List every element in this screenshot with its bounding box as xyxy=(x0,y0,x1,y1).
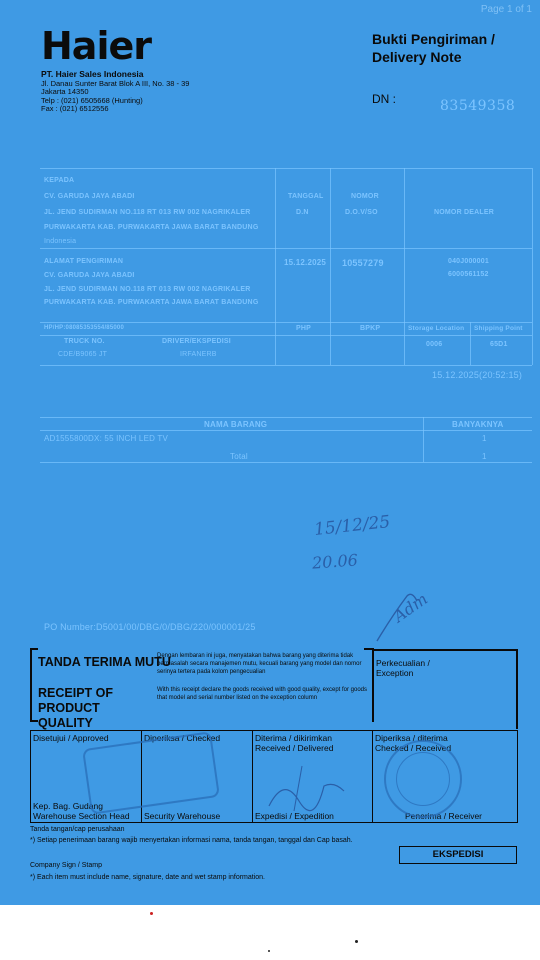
driver-value: IRFANERB xyxy=(180,351,217,358)
receiver-checked-label: Diperiksa / diterima Checked / Received xyxy=(375,733,452,753)
php-label: PHP xyxy=(296,325,311,332)
storage-value: 0006 xyxy=(426,341,443,348)
nomor-sub: D.O.V/SO xyxy=(345,209,378,216)
nama-barang-header: NAMA BARANG xyxy=(204,420,268,429)
grid-line xyxy=(40,322,532,323)
truck-no-label: TRUCK NO. xyxy=(64,338,105,345)
bpkp-label: BPKP xyxy=(360,325,381,332)
note-1: *) Setiap penerimaan barang wajib menyertakan informasi nama, tanda tangan, tanggal dan Cap basah. xyxy=(30,837,353,844)
handwritten-date: 15/12/25 xyxy=(313,512,392,540)
dealer-label: NOMOR DEALER xyxy=(434,209,494,216)
tanggal-value: 15.12.2025 xyxy=(284,258,327,267)
tanda-terima-desc: Dengan lembaran ini juga, menyatakan bahwa barang yang diterima tidak bermasalah secara manajemen mutu, kecuali barang yang model dan nomor serinya tertera pada kolom pengecualian xyxy=(157,653,362,675)
company-sign-note: Company Sign / Stamp xyxy=(30,862,102,869)
title-line-2: Delivery Note xyxy=(372,49,462,65)
grid-line xyxy=(330,168,331,365)
total-qty: 1 xyxy=(482,452,487,461)
item-name: AD1555800DX: 55 INCH LED TV xyxy=(44,434,168,443)
company-fax: Fax : (021) 6512556 xyxy=(41,104,109,114)
exception-right-line xyxy=(516,649,518,729)
company-block xyxy=(41,70,189,114)
handwritten-signature: Adm xyxy=(389,589,432,626)
handwritten-time: 20.06 xyxy=(311,550,359,573)
tanda-tangan-note: Tanda tangan/cap perusahaan xyxy=(30,826,125,833)
grid-line xyxy=(40,365,532,366)
speck xyxy=(150,912,153,915)
grid-line xyxy=(275,168,276,365)
truck-no-value: CDE/B9065 JT xyxy=(58,351,108,358)
bracket-right xyxy=(372,648,374,722)
ship-name: CV. GARUDA JAYA ABADI xyxy=(44,272,135,279)
shipping-point-label: Shipping Point xyxy=(474,325,523,332)
dealer-value-1: 040J000001 xyxy=(448,258,489,265)
consignee-address-1: JL. JEND SUDIRMAN NO.118 RT 013 RW 002 NAGRIKALER xyxy=(44,209,251,216)
receiver-label: Penerima / Receiver xyxy=(405,811,483,821)
security-warehouse: Security Warehouse xyxy=(144,811,221,821)
sig-grid-top xyxy=(30,730,518,731)
sig-grid-v xyxy=(30,730,31,822)
approved-label: Disetujui / Approved xyxy=(33,733,109,743)
printed-timestamp: 15.12.2025(20:52:15) xyxy=(432,370,523,380)
grid-line xyxy=(40,335,532,336)
grid-line xyxy=(532,168,533,365)
grid-line xyxy=(404,168,405,365)
total-label: Total xyxy=(230,452,248,461)
signature-stroke xyxy=(372,586,432,646)
bracket-top xyxy=(30,648,38,650)
consignee-address-2: PURWAKARTA KAB. PURWAKARTA JAWA BARAT BANDUNG xyxy=(44,224,259,231)
sig-grid-bottom xyxy=(30,822,518,823)
company-name: PT. Haier Sales Indonesia xyxy=(41,69,144,79)
receipt-quality-desc: With this receipt declare the goods received with good quality, except for goods that model and serial number listed on the exception column xyxy=(157,687,368,701)
page-number: Page 1 of 1 xyxy=(480,4,532,15)
expedition-label: Expedisi / Expedition xyxy=(255,811,334,821)
checked-label: Diperiksa / Checked xyxy=(144,733,221,743)
grid-line xyxy=(40,462,532,463)
consignee-phone: HP/HP:08085353554/85000 xyxy=(44,325,124,331)
document-title xyxy=(372,30,495,66)
warehouse-section-head: Warehouse Section Head xyxy=(33,811,130,821)
grid-line xyxy=(423,417,424,462)
item-qty: 1 xyxy=(482,434,487,443)
speck xyxy=(268,950,270,952)
tanggal-sub: D.N xyxy=(296,209,309,216)
receiver-stamp-inner xyxy=(396,752,450,806)
bracket-right-top xyxy=(364,648,374,650)
po-number: PO Number:D5001/00/DBG/0/DBG/220/000001/25 xyxy=(44,622,256,632)
received-label: Diterima / dikirimkan Received / Delivered xyxy=(255,733,334,753)
tanda-terima-title: TANDA TERIMA MUTU xyxy=(38,655,171,669)
shipping-value: 65D1 xyxy=(490,341,508,348)
consignee-name: CV. GARUDA JAYA ABADI xyxy=(44,193,135,200)
driver-label: DRIVER/EKSPEDISI xyxy=(162,338,231,345)
grid-line xyxy=(470,322,471,365)
nomor-label: NOMOR xyxy=(351,193,379,200)
expedition-signature-scribble xyxy=(264,756,354,816)
bracket-left xyxy=(30,648,32,722)
title-line-1: Bukti Pengiriman / xyxy=(372,31,495,47)
receipt-quality-title: RECEIPT OF PRODUCT QUALITY xyxy=(38,686,114,730)
grid-line xyxy=(40,168,532,169)
sig-grid-v xyxy=(252,730,253,822)
ekspedisi-box: EKSPEDISI xyxy=(399,846,517,864)
company-address-2: Jakarta 14350 xyxy=(41,87,89,97)
storage-location-label: Storage Location xyxy=(408,325,465,332)
dealer-value-2: 6000561152 xyxy=(448,271,489,278)
banyaknya-header: BANYAKNYA xyxy=(452,420,504,429)
sig-grid-v xyxy=(372,730,373,822)
note-2: *) Each item must include name, signature, date and wet stamp information. xyxy=(30,874,266,881)
nomor-value: 10557279 xyxy=(342,258,384,268)
kepada-label: KEPADA xyxy=(44,177,75,184)
grid-line xyxy=(40,430,532,431)
company-stamp xyxy=(82,731,220,814)
alamat-label: ALAMAT PENGIRIMAN xyxy=(44,258,124,265)
company-address-1: Jl. Danau Sunter Barat Blok A III, No. 38 - 39 xyxy=(41,78,190,88)
company-telp: Telp : (021) 6505668 (Hunting) xyxy=(41,95,143,105)
grid-line xyxy=(40,417,532,418)
tanggal-label: TANGGAL xyxy=(288,193,324,200)
kep-bag-gudang: Kep. Bag. Gudang xyxy=(33,801,103,811)
ship-address-1: JL. JEND SUDIRMAN NO.118 RT 013 RW 002 NAGRIKALER xyxy=(44,286,251,293)
exception-top-line xyxy=(374,649,518,651)
bracket-bottom xyxy=(30,720,38,722)
consignee-country: Indonesia xyxy=(44,238,77,245)
ship-address-2: PURWAKARTA KAB. PURWAKARTA JAWA BARAT BANDUNG xyxy=(44,299,259,306)
dn-number: 83549358 xyxy=(440,98,516,114)
sig-grid-v xyxy=(517,730,518,822)
speck xyxy=(355,940,358,943)
dn-label: DN : xyxy=(372,92,396,106)
exception-label: Perkecualian / Exception xyxy=(376,658,430,678)
haier-logo: Haier xyxy=(41,24,151,68)
grid-line xyxy=(40,248,532,249)
